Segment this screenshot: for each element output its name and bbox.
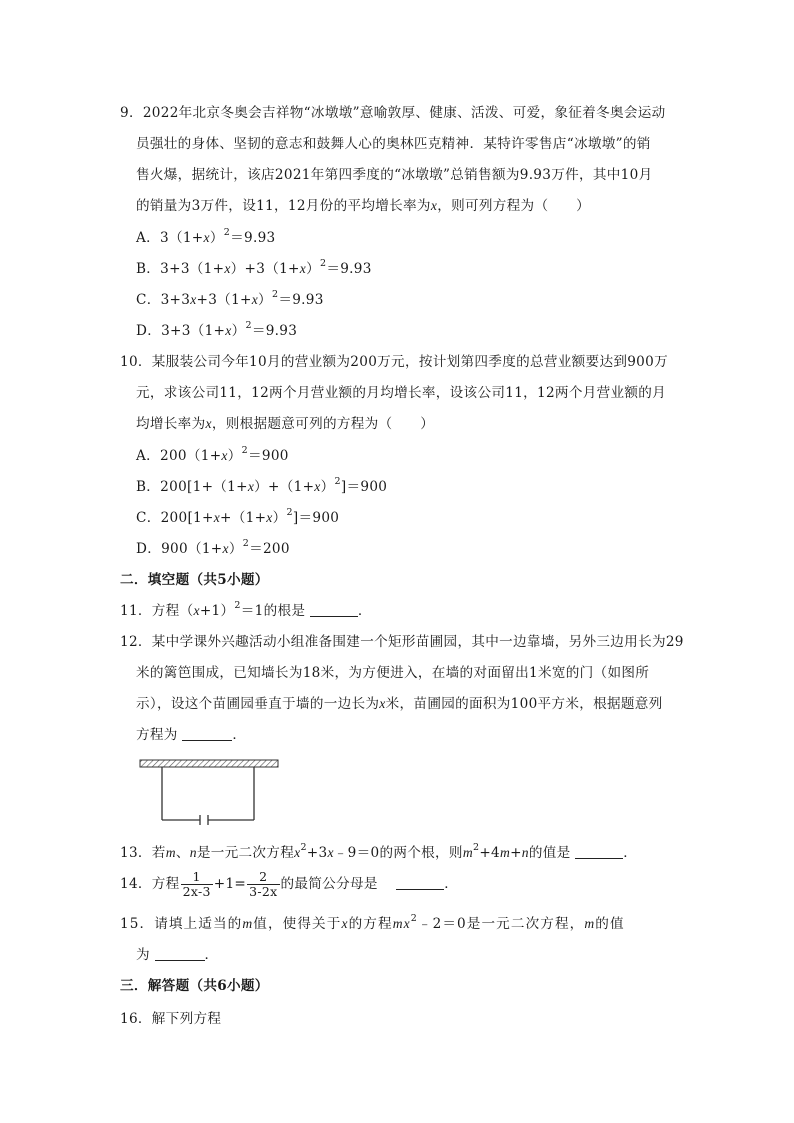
fraction-numerator: 2	[247, 870, 279, 885]
text: ＝9.93	[278, 292, 324, 308]
q12-line-1: 12．某中学课外兴趣活动小组准备围建一个矩形苗圃园，其中一边靠墙，另外三边用长为29	[120, 634, 684, 650]
var-x: x	[224, 261, 231, 276]
var-n: n	[189, 845, 197, 860]
answer-blank	[310, 602, 358, 617]
text: A．200（1+	[136, 448, 222, 464]
text: ．	[623, 845, 638, 861]
var-x: x	[341, 916, 349, 931]
section-solve-heading: 三．解答题（共6小题）	[120, 978, 269, 994]
text: 的值	[595, 916, 625, 932]
q10-option-c	[136, 508, 339, 528]
text: 14．方程	[120, 876, 180, 892]
text: ＝900	[248, 448, 289, 464]
fraction-denominator: 2x-3	[182, 884, 211, 899]
var-x: x	[294, 845, 301, 860]
text: ﹣2＝0是一元二次方程，	[417, 916, 585, 932]
var-x: x	[203, 230, 210, 245]
text: ）	[227, 448, 242, 464]
text: ．	[444, 876, 459, 892]
text: 15．请填上适当的	[120, 916, 243, 932]
text: ）	[228, 541, 243, 557]
text: ﹣9＝0的两个根，则	[333, 845, 463, 861]
q11-line	[120, 601, 372, 621]
var-m: m	[165, 845, 176, 860]
q9-line-4	[136, 196, 590, 216]
text: 的方程	[348, 916, 393, 932]
q10-line-1: 10．某服装公司今年10月的营业额为200万元，按计划第四季度的总营业额要达到900万	[120, 354, 668, 370]
text: ＝9.93	[326, 261, 372, 277]
text: 、	[175, 845, 190, 861]
var-x: x	[213, 510, 221, 525]
var-x: x	[430, 198, 438, 213]
var-m: m	[499, 845, 511, 860]
text: C．3+3	[136, 292, 191, 308]
text: B．200[1+（1+	[136, 479, 248, 495]
text: ，则根据题意可列的方程为（ ）	[211, 416, 435, 432]
exponent: 2	[241, 445, 248, 456]
var-m: m	[584, 916, 596, 931]
text: ]＝900	[292, 510, 340, 526]
text: 13．若	[120, 845, 166, 861]
exponent: 2	[334, 476, 341, 487]
q10-line-3	[136, 414, 434, 434]
text: ＝1的根是	[240, 603, 306, 619]
text: ）	[209, 230, 224, 246]
fraction-denominator: 3-2x	[249, 884, 278, 899]
text: 米，苗圃园的面积为100平方米，根据题意列	[385, 696, 663, 712]
q10-line-2: 元，求该公司11，12两个月营业额的月均增长率，设该公司11，12两个月营业额的月	[136, 385, 667, 401]
text: 方程为	[136, 727, 178, 743]
exponent: 2	[319, 258, 327, 269]
var-x: x	[225, 323, 232, 338]
fraction-1	[181, 870, 213, 899]
q12-line-3	[136, 694, 663, 714]
text: ＝200	[249, 541, 290, 557]
text: ）+3（1+	[230, 261, 300, 277]
answer-blank	[155, 946, 205, 961]
exponent: 2	[223, 227, 231, 238]
var-x: x	[190, 292, 197, 307]
q14-line	[120, 868, 458, 900]
var-x: x	[266, 510, 273, 525]
wall-icon	[140, 760, 278, 767]
text: 值，使得关于	[253, 916, 342, 932]
answer-blank	[396, 875, 444, 890]
var-x: x	[314, 479, 321, 494]
q10-option-d	[136, 539, 290, 559]
text: D．3+3（1+	[136, 323, 226, 339]
text: ．	[232, 727, 247, 743]
exponent: 2	[286, 507, 293, 518]
text: B．3+3（1+	[136, 261, 225, 277]
answer-blank	[575, 844, 623, 859]
q9-option-b	[136, 259, 372, 279]
text: 示），设这个苗圃园垂直于墙的一边长为	[136, 696, 380, 712]
q10-option-b	[136, 477, 387, 497]
var-m: m	[242, 916, 254, 931]
var-x: x	[193, 603, 200, 618]
text: +1=	[213, 876, 247, 892]
var-x: x	[403, 916, 411, 931]
var-m: m	[392, 916, 404, 931]
text: ＝9.93	[251, 323, 298, 339]
q12-line-4	[136, 725, 246, 745]
q9-line-4-text: 的销量为3万件，设11，12月份的平均增长率为	[136, 198, 431, 214]
text: 均增长率为	[136, 416, 206, 432]
text: C．200[1+	[136, 510, 214, 526]
var-x: x	[247, 479, 255, 494]
text: A．3（1+	[136, 230, 204, 246]
text: +（1+	[220, 510, 267, 526]
text: +1）	[199, 603, 235, 619]
fraction-2	[247, 870, 279, 899]
text: ．	[204, 947, 219, 963]
text: +4	[479, 845, 500, 861]
q10-option-a	[136, 446, 289, 466]
text: ）	[231, 323, 246, 339]
exponent: 2	[242, 538, 250, 549]
var-x: x	[251, 292, 259, 307]
text: ）	[272, 510, 287, 526]
text: +3（1+	[196, 292, 252, 308]
q9-line-1: 9．2022年北京冬奥会吉祥物“冰墩墩”意喻敦厚、健康、活泼、可爱，象征着冬奥会运动	[120, 105, 666, 121]
exponent: 2	[472, 842, 480, 853]
exponent: 2	[300, 842, 307, 853]
text: +3	[306, 845, 328, 861]
fraction-numerator: 1	[181, 870, 213, 885]
exponent: 2	[271, 289, 279, 300]
q9-line-4-tail: ，则可列方程为（ ）	[437, 198, 591, 214]
q9-line-2: 员强壮的身体、坚韧的意志和鼓舞人心的奥林匹克精神．某特许零售店“冰墩墩”的销	[136, 136, 651, 152]
text: ]＝900	[340, 479, 388, 495]
text: ＝9.93	[230, 230, 276, 246]
text: ．	[357, 603, 372, 619]
text: 11．方程（	[120, 603, 194, 619]
q9-option-d	[136, 321, 297, 341]
var-n: n	[521, 845, 529, 860]
var-x: x	[379, 696, 386, 711]
exponent: 2	[234, 600, 241, 611]
garden-fence-diagram-icon	[138, 758, 283, 830]
q12-line-2: 米的篱笆围成，已知墙长为18米，为方便进入，在墙的对面留出1米宽的门（如图所	[136, 665, 650, 681]
var-m: m	[462, 845, 473, 860]
exponent: 2	[410, 913, 418, 924]
text: ）	[320, 479, 335, 495]
var-x: x	[221, 448, 228, 463]
exponent: 2	[245, 320, 252, 331]
q9-line-3: 售火爆，据统计，该店2021年第四季度的“冰墩墩”总销售额为9.93万件，其中10月	[136, 167, 653, 183]
q9-option-a	[136, 228, 275, 248]
text: 是一元二次方程	[196, 845, 295, 861]
q15-line-2	[136, 945, 218, 965]
answer-blank	[182, 726, 232, 741]
var-x: x	[299, 261, 307, 276]
text: 的值是	[528, 845, 571, 861]
text: ）	[258, 292, 272, 308]
var-x: x	[205, 416, 212, 431]
q16-line: 16．解下列方程	[120, 1011, 222, 1027]
q15-line-1	[120, 914, 625, 934]
text: D．900（1+	[136, 541, 223, 557]
text: ）+（1+	[254, 479, 315, 495]
text: 的最简公分母是	[280, 876, 378, 892]
section-fill-in-heading: 二．填空题（共5小题）	[120, 572, 269, 588]
var-x: x	[222, 541, 229, 556]
q13-line	[120, 843, 637, 863]
q9-option-c	[136, 290, 324, 310]
text: 为	[136, 947, 150, 963]
text: +	[510, 845, 522, 861]
var-x: x	[327, 845, 334, 860]
text: ）	[306, 261, 320, 277]
